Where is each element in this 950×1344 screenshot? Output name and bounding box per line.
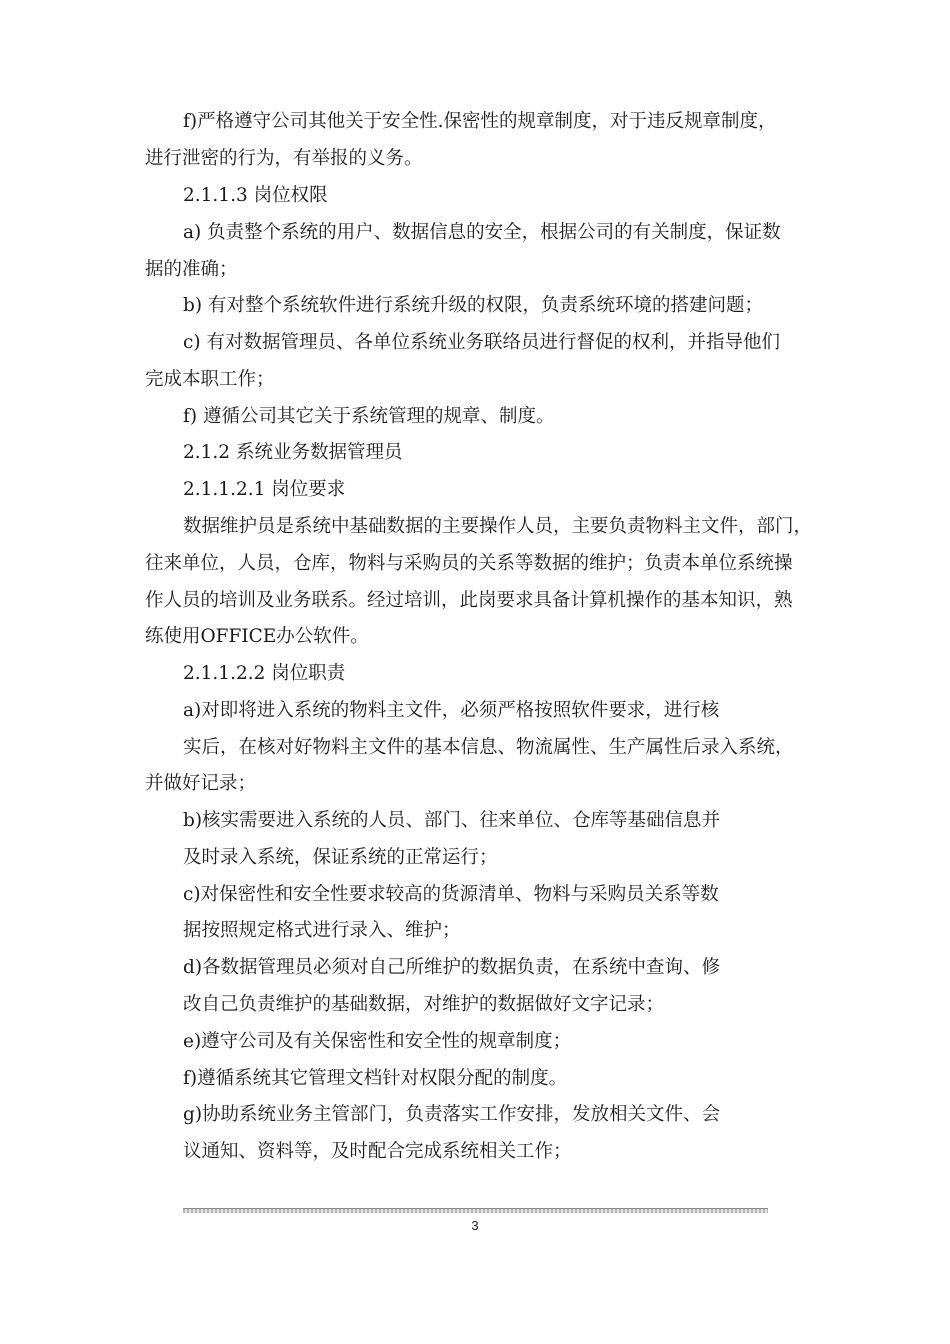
paragraph-line: g)协助系统业务主管部门，负责落实工作安排，发放相关文件、会 <box>183 1104 721 1125</box>
paragraph-line: d)各数据管理员必须对自己所维护的数据负责，在系统中查询、修 <box>183 957 721 978</box>
paragraph-line: 作人员的培训及业务联系。经过培训，此岗要求具备计算机操作的基本知识，熟 <box>145 590 793 611</box>
paragraph-line: c)对保密性和安全性要求较高的货源清单、物料与采购员关系等数 <box>183 884 719 905</box>
section-heading: 2.1.2 系统业务数据管理员 <box>183 442 403 463</box>
paragraph-line: 进行泄密的行为，有举报的义务。 <box>145 148 423 169</box>
paragraph-line: 数据维护员是系统中基础数据的主要操作人员，主要负责物料主文件，部门， <box>183 516 813 537</box>
page-number: 3 <box>471 1218 479 1233</box>
paragraph-line: f)严格遵守公司其他关于安全性.保密性的规章制度，对于违反规章制度， <box>183 111 777 132</box>
paragraph-line: 实后，在核对好物料主文件的基本信息、物流属性、生产属性后录入系统， <box>183 737 794 758</box>
paragraph-line: 练使用OFFICE办公软件。 <box>145 626 369 647</box>
paragraph-line: e)遵守公司及有关保密性和安全性的规章制度； <box>183 1031 572 1052</box>
paragraph-line: 据按照规定格式进行录入、维护； <box>183 920 461 941</box>
paragraph-line: f) 遵循公司其它关于系统管理的规章、制度。 <box>183 406 555 427</box>
paragraph-line: a) 负责整个系统的用户、数据信息的安全，根据公司的有关制度，保证数 <box>183 222 781 243</box>
paragraph-line: a)对即将进入系统的物料主文件，必须严格按照软件要求，进行核 <box>183 700 720 721</box>
section-heading: 2.1.1.2.2 岗位职责 <box>183 663 346 684</box>
paragraph-line: b)核实需要进入系统的人员、部门、往来单位、仓库等基础信息并 <box>183 810 721 831</box>
paragraph-line: c) 有对数据管理员、各单位系统业务联络员进行督促的权利，并指导他们 <box>183 332 780 353</box>
paragraph-line: 及时录入系统，保证系统的正常运行； <box>183 847 498 868</box>
paragraph-line: f)遵循系统其它管理文档针对权限分配的制度。 <box>183 1068 568 1089</box>
section-heading: 2.1.1.3 岗位权限 <box>183 185 328 206</box>
paragraph-line: 改自己负责维护的基础数据，对维护的数据做好文字记录； <box>183 994 665 1015</box>
paragraph-line: 完成本职工作； <box>145 369 275 390</box>
footer-divider <box>183 1208 768 1213</box>
paragraph-line: 并做好记录； <box>145 773 257 794</box>
paragraph-line: 议通知、资料等，及时配合完成系统相关工作； <box>183 1141 572 1162</box>
paragraph-line: b) 有对整个系统软件进行系统升级的权限，负责系统环境的搭建问题； <box>183 295 763 316</box>
section-heading: 2.1.1.2.1 岗位要求 <box>183 479 346 500</box>
paragraph-line: 据的准确； <box>145 259 238 280</box>
paragraph-line: 往来单位，人员，仓库，物料与采购员的关系等数据的维护；负责本单位系统操 <box>145 553 793 574</box>
